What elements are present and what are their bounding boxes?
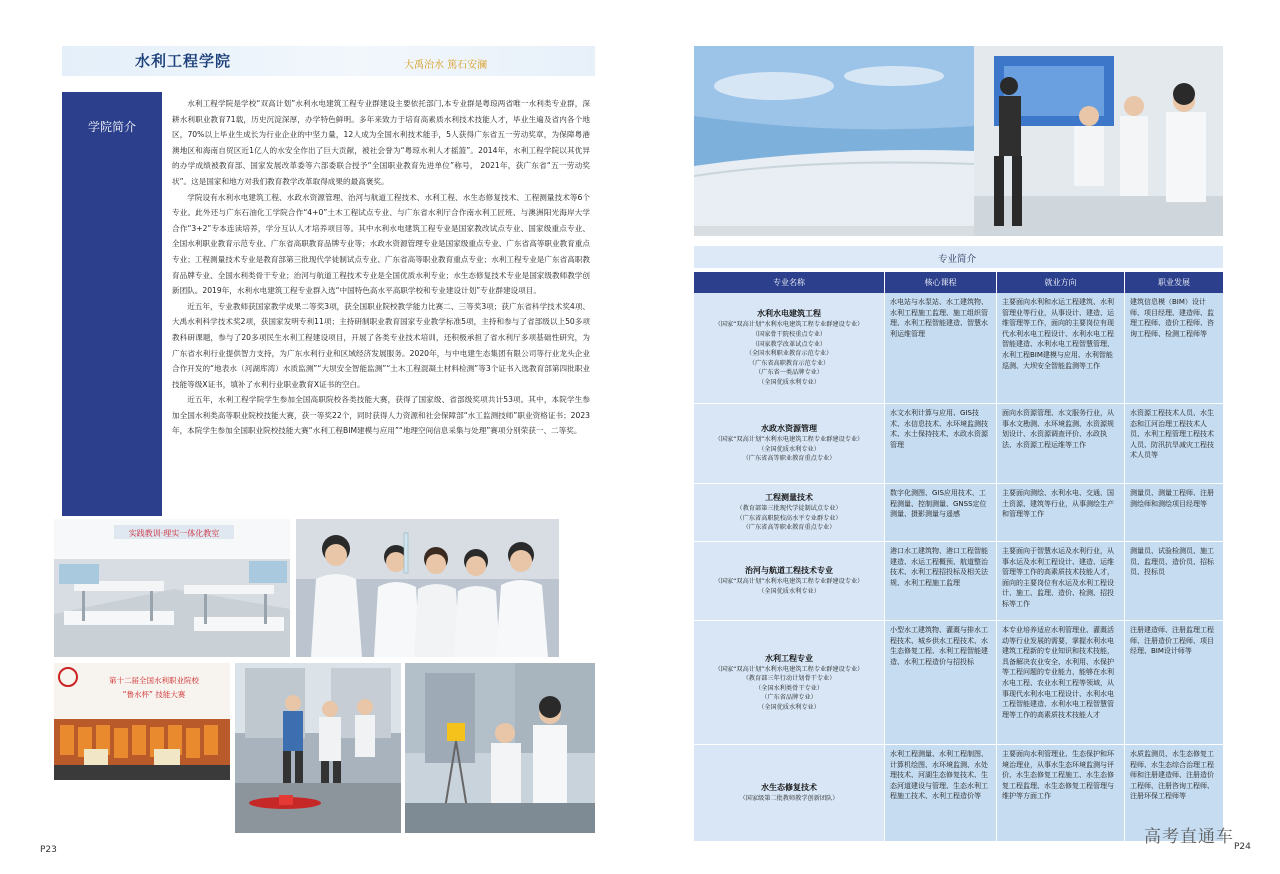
major-name: 水利水电建筑工程 [757, 309, 821, 319]
simulation-room-photo [694, 46, 1223, 236]
lab-sign-text: 实践教训·理实一体化教室 [128, 529, 220, 538]
employment-cell: 主要面向水利管理业、生态保护和环境治理业，从事水生态环境监测与评价、水生态修复工程施工、水生态修复工程监理、水生态修复工程管理与维护等方面工作 [997, 745, 1125, 841]
major-name: 水生态修复技术 [761, 783, 817, 793]
major-tag: （全国优质水利专业） [758, 378, 820, 386]
competition-group-photo [54, 663, 230, 780]
banner-text-line1: 第十二届全国水利职业院校 [109, 676, 199, 685]
core-courses-cell: 小型水工建筑物、灌溉与排水工程技术、城乡供水工程技术、水生态修复工程、水利工程智能建造、水利工程造价与招投标 [885, 621, 997, 744]
header-cell: 职业发展 [1158, 278, 1190, 287]
core-courses-cell: 水电站与水泵站、水工建筑物、水利工程施工监理、施工组织管理、水利工程智能建造、智慧水利运维管理 [885, 293, 997, 403]
major-name-cell [694, 745, 885, 841]
lab-classroom-photo [54, 519, 290, 657]
career-cell: 测量员、试验检测员、施工员、监理员、造价员、招标员、投标员 [1125, 542, 1223, 620]
major-tag: （广东省一类品牌专业） [754, 369, 824, 377]
major-tag: （全国水利职业教育示范专业） [745, 350, 833, 358]
surveying-students-photo [405, 663, 595, 833]
career-cell: 水资源工程技术人员、水生态和江河治理工程技术人员、水利工程管理工程技术人员、防汛抗旱减灾工程技术人员等 [1125, 404, 1223, 483]
drone-students-photo [235, 663, 401, 833]
banner-text-line2: “鲁水杯” 技能大赛 [122, 690, 186, 699]
header-cell: 专业名称 [694, 272, 885, 293]
core-courses-cell: 水文水利计算与应用、GIS技术、水信息技术、水环境监测技术、水土保持技术、水政水资源管理 [885, 404, 997, 483]
career-cell: 水质监测员、水生态修复工程师、水生态综合治理工程师和注册建造师、注册造价工程师、注册咨询工程师、注册环保工程师等 [1125, 745, 1223, 841]
table-header [694, 272, 1223, 293]
page-number-right: P24 [1234, 842, 1251, 852]
intro-text [172, 96, 590, 439]
employment-cell: 面向水资源管理、水文服务行业，从事水文勘测、水环境监测、水资源规划设计、水资源调查评价、水政执法、水资源工程运维等工作 [997, 404, 1125, 483]
major-tag: （教育部第三批现代学徒制试点专业） [736, 505, 842, 513]
header-cell: 就业方向 [997, 272, 1125, 293]
major-tag: （广东省高职院校高水平专业群专业） [736, 514, 842, 522]
table-row [694, 404, 1223, 484]
core-courses-cell: 数字化测图、GIS应用技术、工程测量、控制测量、GNSS定位测量、摄影测量与遥感 [885, 484, 997, 541]
major-tag: （广东省高等职业教育重点专业） [742, 524, 836, 532]
page-number-left: P23 [40, 845, 57, 855]
major-name: 水利工程专业 [765, 653, 813, 663]
major-tag: （国家“双高计划”水利水电建筑工程专业群建设专业） [714, 321, 864, 329]
section-title-bar [694, 246, 1223, 268]
major-tag: （国家“双高计划”水利水电建筑工程专业群建设专业） [714, 665, 864, 673]
major-name-cell [694, 293, 885, 403]
majors-table [694, 272, 1223, 841]
table-row [694, 484, 1223, 542]
page-title: 水利工程学院 [135, 52, 232, 70]
intro-paragraph: 近五年，专业教师获国家教学成果二等奖3项，获全国职业院校教学能力比赛二、三等奖3项；获广东省科学技术奖4项、大禹水利科学技术奖2项，获国家发明专利11项；主持研制职业教育国家专业教学标准5项，主持和参与了省部级以上50多项教科研课题，参与了20多项民生水利工程建设项目，开展了各类专业技术培训，还积极承担了省水利厅多项基础性研究，为广东省水利行业提供智力支持，为广东水利行业和区域经济发展服务。2020年，与中电建生态集团有限公司等行业龙头企业合作开发的“地表水（河湖库湾）水质监测”“大坝安全智能监测”“土木工程混凝土材料检测”等3个证书入选教育部第四批职业技能等级X证书，填补了水利行业职业教育X证书的空白。 [172, 301, 590, 389]
header-cell: 核心课程 [885, 272, 997, 293]
major-tag: （国家“双高计划”水利水电建筑工程专业群建设专业） [714, 578, 864, 586]
major-tag: （全国水利类骨干专业） [754, 684, 824, 692]
table-row [694, 542, 1223, 621]
major-name: 工程测量技术 [765, 493, 813, 503]
employment-cell: 主要面向水利和水运工程建筑、水利管理业等行业，从事设计、建造、运维管理等工作，面向的主要岗位有现代水利水电工程设计、水利水电工程智能建造、水利水电工程智慧管理、水利工程BIM建模与应用、水利智能巡测、大坝安全智能监测等工作 [997, 293, 1125, 403]
career-cell: 测量员、测量工程师、注册测绘师和测绘项目经理等 [1125, 484, 1223, 541]
major-tag: （国家骨干院校重点专业） [751, 331, 827, 339]
employment-cell: 主要面向测绘、水利水电、交通、国土资源、建筑等行业，从事测绘生产和管理等工作 [997, 484, 1125, 541]
intro-label: 学院简介 [88, 120, 137, 134]
major-tag: （广东省高职教育示范专业） [748, 359, 830, 367]
watermark: 高考直通车 [1144, 827, 1234, 847]
major-name-cell [694, 621, 885, 744]
right-page [640, 0, 1280, 874]
core-courses-cell: 港口水工建筑物、港口工程智能建造、水运工程概预、航道整治技术、水利工程招投标及相关法规、水利工程施工监理 [885, 542, 997, 620]
major-tag: （国家级第二批教师教学创新团队） [739, 795, 839, 803]
career-cell: 注册建造师、注册监理工程师、注册造价工程师、项目经理、BIM设计师等 [1125, 621, 1223, 744]
intro-paragraph: 学院设有水利水电建筑工程、水政水资源管理、治河与航道工程技术、水利工程、水生态修复技术、工程测量技术等6个专业。此外还与广东石油化工学院合作“4+0”土木工程试点专业、与广东省水利厅合作南水利工匠班、与澳洲阳光海岸大学合作“3+2”专本连读培养，学分互认人才培养项目等。其中水利水电建筑工程专业是国家教改试点专业、国家级重点专业、全国水利职业教育示范专业、广东省高职教育品牌专业等；水政水资源管理专业是国家级重点专业、广东省高等职业教育重点专业；工程测量技术专业是教育部第三批现代学徒制试点专业、广东省高等职业教育重点专业；水利工程专业是广东省高职教育品牌专业、全国水利类骨干专业；治河与航道工程技术专业是全国优质水利专业；水生态修复技术专业是国家级教师教学创新团队。2019年，水利水电建筑工程专业群入选“中国特色高水平高职学校和专业建设计划”专业群建设项目。 [172, 192, 590, 296]
major-tag: （全国优质水利专业） [758, 588, 820, 595]
major-name: 水政水资源管理 [761, 424, 817, 434]
major-tag: （国家教学改革试点专业） [751, 340, 827, 348]
table-row [694, 621, 1223, 745]
major-name-cell [694, 484, 885, 541]
employment-cell: 主要面向于智慧水运及水利行业，从事水运及水利工程设计、建造、运维管理等工作的高素质技术技能人才，面向的主要岗位有水运及水利工程设计、施工、监理、造价、检测、招投标等工作 [997, 542, 1125, 620]
section-title: 专业简介 [938, 254, 977, 265]
major-tag: （广东省品牌专业） [761, 694, 817, 702]
major-name-cell [694, 542, 885, 620]
table-row [694, 293, 1223, 404]
students-lab-photo [296, 519, 559, 657]
major-tag: （全国优质水利专业） [758, 703, 820, 711]
major-tag: （全国优质水利专业） [758, 445, 820, 453]
intro-paragraph: 近五年，水利工程学院学生参加全国高职院校各类技能大赛，获得了国家级、省部级奖项共计53项。其中，本院学生参加全国水利类高等职业院校技能大赛，获一等奖22个，同时获得人力资源和社会保障部“水工监测技师”职业资格证书；2023年，本院学生参加全国职业院校技能大赛“水利工程BIM建模与应用”“地理空间信息采集与处理”赛项分别荣获一、二等奖。 [172, 395, 590, 436]
major-tag: （教育部三年行动计划骨干专业） [742, 675, 836, 683]
major-tag: （广东省高等职业教育重点专业） [742, 455, 836, 463]
core-courses-cell: 水利工程测量、水利工程制图、计算机绘图、水环境监测、水处理技术、河湖生态修复技术、生态河道建设与管理、生态水利工程施工技术、水利工程造价等 [885, 745, 997, 841]
major-name-cell [694, 404, 885, 483]
career-cell: 建筑信息模（BIM）设计师、项目经理、建造师、监理工程师、造价工程师、咨询工程师、检测工程师等 [1125, 293, 1223, 403]
employment-cell: 本专业培养适应水利管理业、灌溉活动等行业发展的需要，掌握水利水电建筑工程新的专业知识和技术技能，具备解决农业安全、水利用、水保护等工程问题的专业能力，能够在水利水电工程、农业水利工程等领域，从事现代水利水电工程设计、水利水电工程智能建造、水利水电工程智慧管理等工作的高素质技术技能人才 [997, 621, 1125, 744]
slogan: 大禹治水 篤石安澜 [404, 60, 488, 71]
intro-paragraph: 水利工程学院是学校“双高计划”水利水电建筑工程专业群建设主要依托部门,本专业群是粤琼两省唯一水利类专业群，深耕水利职业教育71载，历史沉淀深厚，办学特色鲜明。多年来致力于培育高素质水利技术技能人才，毕业生遍及省内各个地区，70%以上毕业生成长为行业企业的中坚力量，12人成为全国水利技术能手，5人获得广东省五一劳动奖章，为保障粤港澳地区和海南自贸区近1亿人的水安全作出了巨大贡献，被社会誉为“粤琼水利人才摇篮”。2014年，水利工程学院以其优异的办学成绩被教育部、国家发展改革委等六部委联合授予“全国职业教育先进单位”称号， 2021年，获广东省“五一劳动奖状”。这是国家和地方对我们教育教学改革取得成果的最高褒奖。 [172, 99, 590, 186]
major-tag: （国家“双高计划”水利水电建筑工程专业群建设专业） [714, 436, 864, 444]
major-name: 治河与航道工程技术专业 [745, 566, 833, 576]
